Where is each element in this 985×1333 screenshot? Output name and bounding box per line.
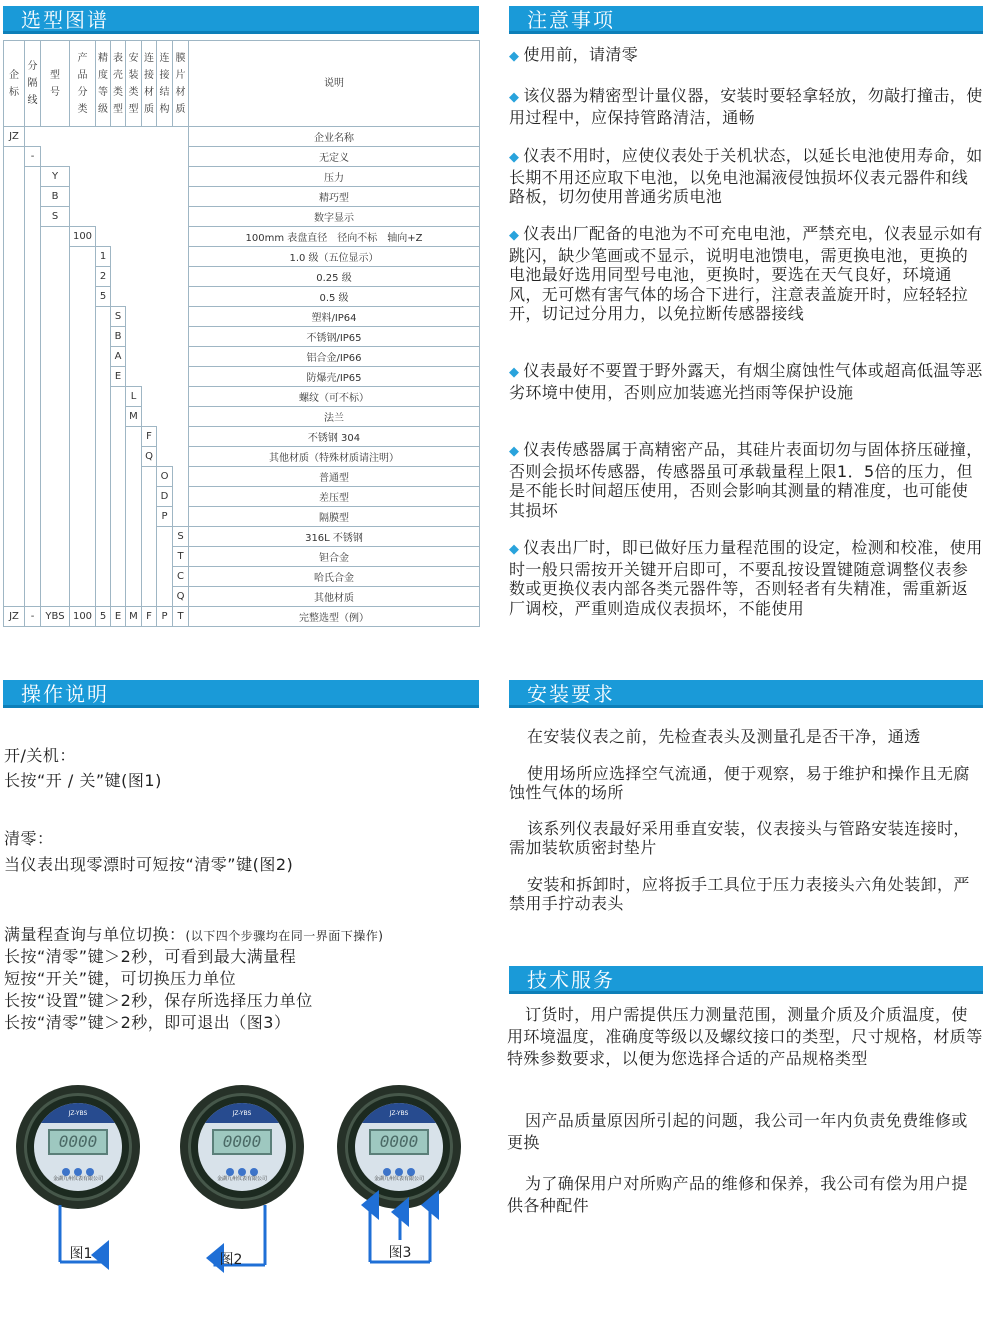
note-text: 仪表出厂配备的电池为不可充电电池，严禁充电，仪表显示如有跳闪，缺少笔画或不显示，说明电池馈电，需更换电池，更换的电池最好选用同型号电池，更换时，要选在天气良好，环境通风，无可燃有害气体的场合下进行，注意表盖旋开时，应轻轻拉开，切记过分用力，以免拉断传感器接线	[509, 224, 983, 323]
diamond-bullet-icon: ◆	[509, 90, 520, 105]
power-title: 开/关机：	[4, 746, 76, 765]
description-cell: 螺纹（可不标）	[189, 387, 480, 407]
description-cell: 精巧型	[189, 187, 480, 207]
fig2-label: 图2	[219, 1252, 243, 1268]
gauge-lcd-display: 0000	[48, 1129, 108, 1155]
description-cell: 压力	[189, 167, 480, 187]
service-section-header: 技术服务	[509, 966, 983, 994]
description-cell: 数字显示	[189, 207, 480, 227]
operation-section-header: 操作说明	[3, 680, 479, 708]
table-header-cell: 分隔线	[25, 41, 41, 127]
final-cell: M	[126, 607, 142, 627]
selection-section-header: 选型图谱	[3, 6, 479, 34]
final-cell: 完整选型（例）	[189, 607, 480, 627]
code-cell: T	[173, 547, 189, 567]
code-cell: Q	[173, 587, 189, 607]
install-item-2: 使用场所应选择空气流通，便于观察，易于维护和操作且无腐蚀性气体的场所	[509, 764, 970, 802]
code-cell: Y	[41, 167, 70, 187]
note-text: 使用前，请清零	[523, 45, 639, 64]
code-cell: D	[157, 487, 173, 507]
table-header-cell: 连接材质	[142, 41, 157, 127]
final-cell: P	[157, 607, 173, 627]
code-cell: P	[157, 507, 173, 527]
table-header-cell: 精度等级	[96, 41, 111, 127]
code-cell: F	[142, 427, 157, 447]
code-cell: JZ	[4, 127, 25, 147]
diamond-bullet-icon: ◆	[509, 542, 520, 557]
table-header-cell: 型号	[41, 41, 70, 127]
diamond-bullet-icon: ◆	[509, 365, 520, 380]
description-cell: 100mm 表盘直径 径向不标 轴向+Z	[189, 227, 480, 247]
final-cell: JZ	[4, 607, 25, 627]
code-cell: C	[173, 567, 189, 587]
description-cell: 企业名称	[189, 127, 480, 147]
description-cell: 差压型	[189, 487, 480, 507]
gauge-model-band: JZ-YBS	[355, 1103, 443, 1123]
power-text: 长按“开 / 关”键(图1)	[4, 771, 162, 790]
final-cell: YBS	[41, 607, 70, 627]
install-item-4: 安装和拆卸时，应将扳手工具位于压力表接头六角处装卸，严禁用手拧动表头	[509, 875, 970, 913]
gauge-maker-text: 金湖九州仪表有限公司	[216, 1176, 267, 1182]
description-cell: 0.5 级	[189, 287, 480, 307]
description-cell: 塑料/IP64	[189, 307, 480, 327]
table-header-cell: 连接结构	[157, 41, 173, 127]
description-cell: 1.0 级（五位显示）	[189, 247, 480, 267]
service-item-2: 因产品质量原因所引起的问题，我公司一年内负责免费维修或更换	[507, 1111, 968, 1152]
description-cell: 哈氏合金	[189, 567, 480, 587]
install-item-1: 在安装仪表之前，先检查表头及测量孔是否干净，通透	[527, 727, 921, 746]
code-cell: E	[111, 367, 126, 387]
service-item-1: 订货时，用户需提供压力测量范围，测量介质及介质温度，使用环境温度，准确度等级以及螺纹接口的类型，尺寸规格，材质等特殊参数要求，以便为您选择合适的产品规格类型	[507, 1005, 983, 1068]
code-cell: B	[111, 327, 126, 347]
gauge-lcd-display: 0000	[369, 1129, 429, 1155]
code-cell: B	[41, 187, 70, 207]
notes-section-header: 注意事项	[509, 6, 983, 34]
description-cell: 法兰	[189, 407, 480, 427]
code-cell: S	[111, 307, 126, 327]
diamond-bullet-icon: ◆	[509, 150, 520, 165]
table-header-cell: 企标	[4, 41, 25, 127]
fig3-label: 图3	[388, 1245, 412, 1261]
fig1-label: 图1	[69, 1246, 93, 1262]
final-cell: 5	[96, 607, 111, 627]
service-item-3: 为了确保用户对所购产品的维修和保养，我公司有偿为用户提供各种配件	[507, 1174, 968, 1215]
description-cell: 普通型	[189, 467, 480, 487]
description-cell: 0.25 级	[189, 267, 480, 287]
range-step-1: 长按“清零”键＞2秒，可看到最大满量程	[4, 947, 297, 966]
note-text: 该仪器为精密型计量仪器，安装时要轻拿轻放，勿敲打撞击，使用过程中，应保持管路清洁，通畅	[509, 86, 983, 127]
description-cell: 不锈钢 304	[189, 427, 480, 447]
code-cell: 1	[96, 247, 111, 267]
code-cell: 100	[70, 227, 96, 247]
gauge-maker-text: 金湖九州仪表有限公司	[373, 1176, 424, 1182]
code-cell: O	[157, 467, 173, 487]
diamond-bullet-icon: ◆	[509, 49, 520, 64]
table-header-cell: 安装类型	[126, 41, 142, 127]
gauge-model-band: JZ-YBS	[198, 1103, 286, 1123]
gauge-maker-text: 金湖九州仪表有限公司	[52, 1176, 103, 1182]
diamond-bullet-icon: ◆	[509, 444, 520, 459]
note-text: 仪表传感器属于高精密产品，其硅片表面切勿与固体挤压碰撞， 否则会损坏传感器，传感器虽可承载量程上限1．5倍的压力，但是不能长时间超压使用，否则会影响其测量的精准度，也可能使其损坏	[509, 440, 983, 520]
code-cell: Q	[142, 447, 157, 467]
code-cell: S	[41, 207, 70, 227]
table-header-cell: 膜片材质	[173, 41, 189, 127]
code-cell: L	[126, 387, 142, 407]
table-header-cell: 产品分类	[70, 41, 96, 127]
description-cell: 防爆壳/IP65	[189, 367, 480, 387]
range-title: 满量程查询与单位切换：	[4, 925, 186, 944]
description-cell: 无定义	[189, 147, 480, 167]
description-cell: 316L 不锈钢	[189, 527, 480, 547]
range-step-2: 短按“开关”键，可切换压力单位	[4, 969, 237, 988]
table-header-cell: 表壳类型	[111, 41, 126, 127]
table-header-cell: 说明	[189, 41, 480, 127]
gauge-lcd-display: 0000	[212, 1129, 272, 1155]
note-text: 仪表出厂时，即已做好压力量程范围的设定，检测和校准，使用时一般只需按开关键开启即可，不要乱按设置键随意调整仪表参数或更换仪表内部各类元器件等，否则轻者有失精准，需重新返厂调校，严重则造成仪表损坏，不能使用	[509, 538, 983, 618]
code-cell: 2	[96, 267, 111, 287]
note-text: 仪表最好不要置于野外露天，有烟尘腐蚀性气体或超高低温等恶劣环境中使用，否则应加装遮光挡雨等保护设施	[509, 361, 983, 402]
code-cell: M	[126, 407, 142, 427]
final-cell: 100	[70, 607, 96, 627]
final-cell: F	[142, 607, 157, 627]
final-cell: T	[173, 607, 189, 627]
description-cell: 不锈钢/IP65	[189, 327, 480, 347]
range-step-4: 长按“清零”键＞2秒，即可退出（图3）	[4, 1013, 291, 1032]
diamond-bullet-icon: ◆	[509, 228, 520, 243]
range-note: (以下四个步骤均在同一界面下操作)	[185, 929, 384, 943]
description-cell: 钽合金	[189, 547, 480, 567]
description-cell: 隔膜型	[189, 507, 480, 527]
install-item-3: 该系列仪表最好采用垂直安装，仪表接头与管路安装连接时，需加装软质密封垫片	[509, 819, 970, 857]
install-section-header: 安装要求	[509, 680, 983, 708]
code-cell: A	[111, 347, 126, 367]
zero-text: 当仪表出现零漂时可短按“清零”键(图2)	[4, 855, 294, 874]
description-cell: 其他材质	[189, 587, 480, 607]
description-cell: 其他材质（特殊材质请注明）	[189, 447, 480, 467]
gauge-model-band: JZ-YBS	[34, 1103, 122, 1123]
zero-title: 清零：	[4, 829, 54, 848]
final-cell: E	[111, 607, 126, 627]
code-cell: -	[25, 147, 41, 167]
range-step-3: 长按“设置”键＞2秒，保存所选择压力单位	[4, 991, 313, 1010]
description-cell: 铝合金/IP66	[189, 347, 480, 367]
code-cell: S	[173, 527, 189, 547]
note-text: 仪表不用时，应使仪表处于关机状态，以延长电池使用寿命，如长期不用还应取下电池，以免电池漏液侵蚀损坏仪表元器件和线路板，切勿使用普通劣质电池	[509, 146, 983, 206]
code-cell: 5	[96, 287, 111, 307]
final-cell: -	[25, 607, 41, 627]
